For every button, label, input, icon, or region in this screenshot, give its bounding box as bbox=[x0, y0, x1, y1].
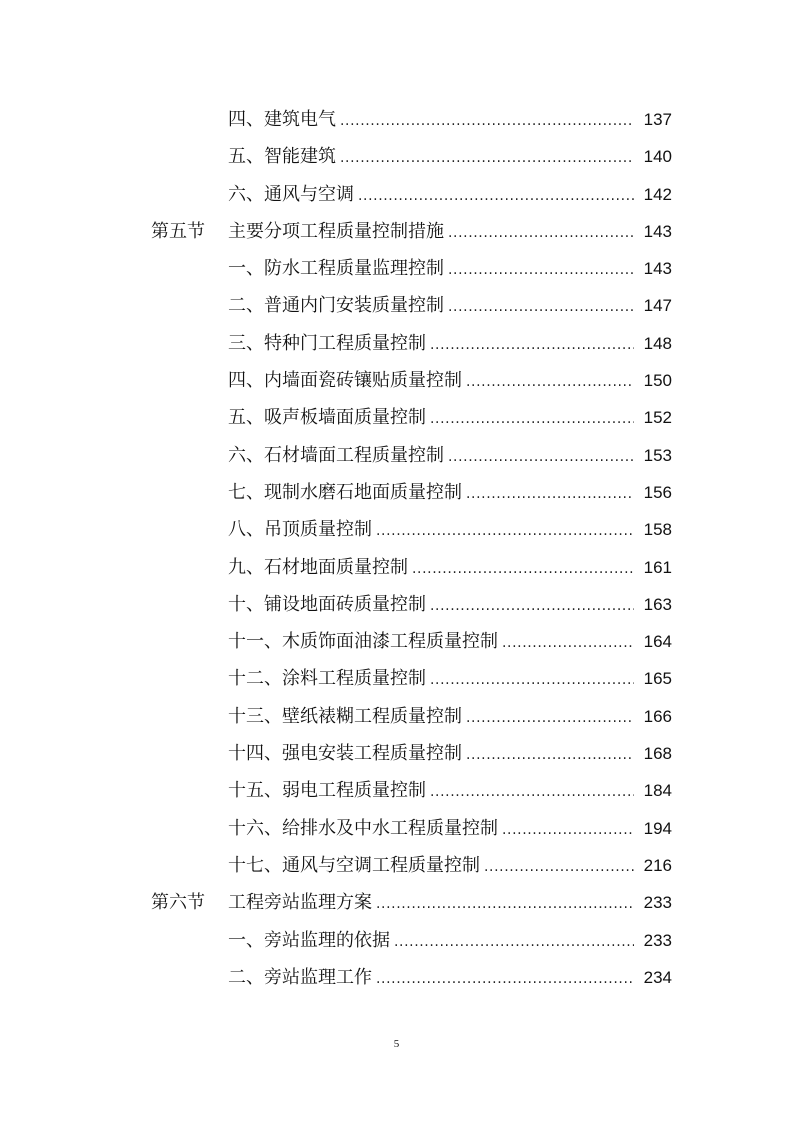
toc-dot-leader bbox=[448, 213, 634, 250]
toc-entry-title: 工程旁站监理方案 bbox=[228, 892, 372, 914]
page-number: 5 bbox=[393, 1038, 400, 1050]
toc-entry[interactable] bbox=[0, 176, 793, 213]
toc-page-number: 234 bbox=[643, 967, 672, 987]
toc-entry[interactable] bbox=[0, 810, 793, 847]
toc-entry[interactable] bbox=[0, 325, 793, 362]
toc-entry[interactable] bbox=[0, 549, 793, 586]
toc-dot-leader bbox=[430, 325, 634, 362]
toc-entry[interactable] bbox=[0, 735, 793, 772]
toc-page-number: 165 bbox=[643, 669, 672, 689]
toc-entry-title: 十二、涂料工程质量控制 bbox=[228, 668, 426, 690]
toc-dot-leader bbox=[466, 362, 634, 399]
toc-page-number: 168 bbox=[643, 744, 672, 764]
toc-entry-title: 二、普通内门安装质量控制 bbox=[228, 295, 444, 317]
toc-entry-title: 一、防水工程质量监理控制 bbox=[228, 258, 444, 280]
toc-page-number: 163 bbox=[643, 594, 672, 614]
toc-dot-leader bbox=[466, 698, 634, 735]
toc-entry[interactable] bbox=[0, 623, 793, 660]
toc-entry-title: 九、石材地面质量控制 bbox=[228, 556, 408, 578]
toc-dot-leader bbox=[430, 399, 634, 436]
toc-page-number: 148 bbox=[643, 333, 672, 353]
toc-page-number: 143 bbox=[643, 259, 672, 279]
toc-entry[interactable] bbox=[0, 101, 793, 138]
toc-page-number: 152 bbox=[643, 408, 672, 428]
toc-page-number: 143 bbox=[643, 221, 672, 241]
toc-page-number: 140 bbox=[643, 147, 672, 167]
toc-dot-leader bbox=[340, 138, 634, 175]
toc-entry-title: 十、铺设地面砖质量控制 bbox=[228, 593, 426, 615]
toc-page-number: 184 bbox=[643, 781, 672, 801]
toc-page-number: 158 bbox=[643, 520, 672, 540]
toc-page-number: 147 bbox=[643, 296, 672, 316]
toc-entry[interactable] bbox=[0, 437, 793, 474]
toc-entry[interactable] bbox=[0, 959, 793, 996]
toc-page-number: 137 bbox=[643, 110, 672, 129]
toc-entry[interactable] bbox=[0, 474, 793, 511]
toc-entry-title: 六、通风与空调 bbox=[228, 183, 354, 205]
toc-dot-leader bbox=[466, 735, 634, 772]
toc-entry-title: 十六、给排水及中水工程质量控制 bbox=[228, 817, 498, 839]
toc-dot-leader bbox=[466, 474, 634, 511]
toc-page-number: 142 bbox=[643, 184, 672, 204]
toc-dot-leader bbox=[448, 437, 634, 474]
toc-page-number: 150 bbox=[643, 371, 672, 391]
toc-entry-title: 八、吊顶质量控制 bbox=[228, 519, 372, 541]
toc-entry-title: 三、特种门工程质量控制 bbox=[228, 332, 426, 354]
toc-dot-leader bbox=[448, 250, 634, 287]
toc-entry-title: 十三、壁纸裱糊工程质量控制 bbox=[228, 705, 462, 727]
toc-dot-leader bbox=[430, 660, 634, 697]
toc-entry-title: 六、石材墙面工程质量控制 bbox=[228, 444, 444, 466]
toc-entry-title: 七、现制水磨石地面质量控制 bbox=[228, 481, 462, 503]
toc-entry[interactable] bbox=[0, 138, 793, 175]
toc-entry[interactable] bbox=[0, 362, 793, 399]
toc-entry-title: 十七、通风与空调工程质量控制 bbox=[228, 854, 480, 876]
toc-entry-title: 四、建筑电气 bbox=[228, 109, 336, 130]
toc-dot-leader bbox=[412, 549, 634, 586]
toc-entry[interactable] bbox=[0, 586, 793, 623]
toc-dot-leader bbox=[376, 511, 634, 548]
toc-dot-leader bbox=[376, 959, 634, 996]
toc-page-number: 164 bbox=[643, 632, 672, 652]
toc-dot-leader bbox=[502, 810, 634, 847]
toc-entry-title: 十五、弱电工程质量控制 bbox=[228, 780, 426, 802]
toc-entry-title: 十一、木质饰面油漆工程质量控制 bbox=[228, 631, 498, 653]
toc-page-number: 153 bbox=[643, 445, 672, 465]
toc-entry-title: 四、内墙面瓷砖镶贴质量控制 bbox=[228, 370, 462, 392]
toc-entry[interactable] bbox=[0, 772, 793, 809]
toc-entry[interactable] bbox=[0, 660, 793, 697]
toc-entry[interactable] bbox=[0, 922, 793, 959]
toc-section-entry[interactable] bbox=[0, 884, 793, 921]
toc-dot-leader bbox=[358, 176, 634, 213]
toc-page-number: 166 bbox=[643, 706, 672, 726]
toc-dot-leader bbox=[340, 101, 634, 138]
toc-page-number: 233 bbox=[643, 930, 672, 950]
toc-entry[interactable] bbox=[0, 399, 793, 436]
toc-entry[interactable] bbox=[0, 287, 793, 324]
toc-section-number: 第五节 bbox=[151, 220, 205, 242]
toc-dot-leader bbox=[376, 884, 634, 921]
toc-page-number: 194 bbox=[643, 818, 672, 838]
toc-entry[interactable] bbox=[0, 250, 793, 287]
toc-entry-title: 主要分项工程质量控制措施 bbox=[228, 220, 444, 242]
toc-dot-leader bbox=[394, 922, 634, 959]
toc-entry-title: 二、旁站监理工作 bbox=[228, 966, 372, 988]
toc-entry[interactable] bbox=[0, 847, 793, 884]
toc-section-entry[interactable] bbox=[0, 213, 793, 250]
table-of-contents bbox=[0, 101, 793, 996]
toc-entry-title: 五、吸声板墙面质量控制 bbox=[228, 407, 426, 429]
toc-section-number: 第六节 bbox=[151, 892, 205, 914]
toc-dot-leader bbox=[448, 287, 634, 324]
toc-dot-leader bbox=[484, 847, 634, 884]
toc-dot-leader bbox=[430, 586, 634, 623]
toc-entry[interactable] bbox=[0, 698, 793, 735]
toc-dot-leader bbox=[502, 623, 634, 660]
toc-entry-title: 十四、强电安装工程质量控制 bbox=[228, 743, 462, 765]
toc-page-number: 156 bbox=[643, 482, 672, 502]
toc-entry-title: 五、智能建筑 bbox=[228, 146, 336, 168]
toc-page-number: 233 bbox=[643, 893, 672, 913]
toc-page-number: 216 bbox=[643, 855, 672, 875]
toc-entry[interactable] bbox=[0, 511, 793, 548]
toc-page-number: 161 bbox=[643, 557, 672, 577]
toc-dot-leader bbox=[430, 772, 634, 809]
toc-entry-title: 一、旁站监理的依据 bbox=[228, 929, 390, 951]
